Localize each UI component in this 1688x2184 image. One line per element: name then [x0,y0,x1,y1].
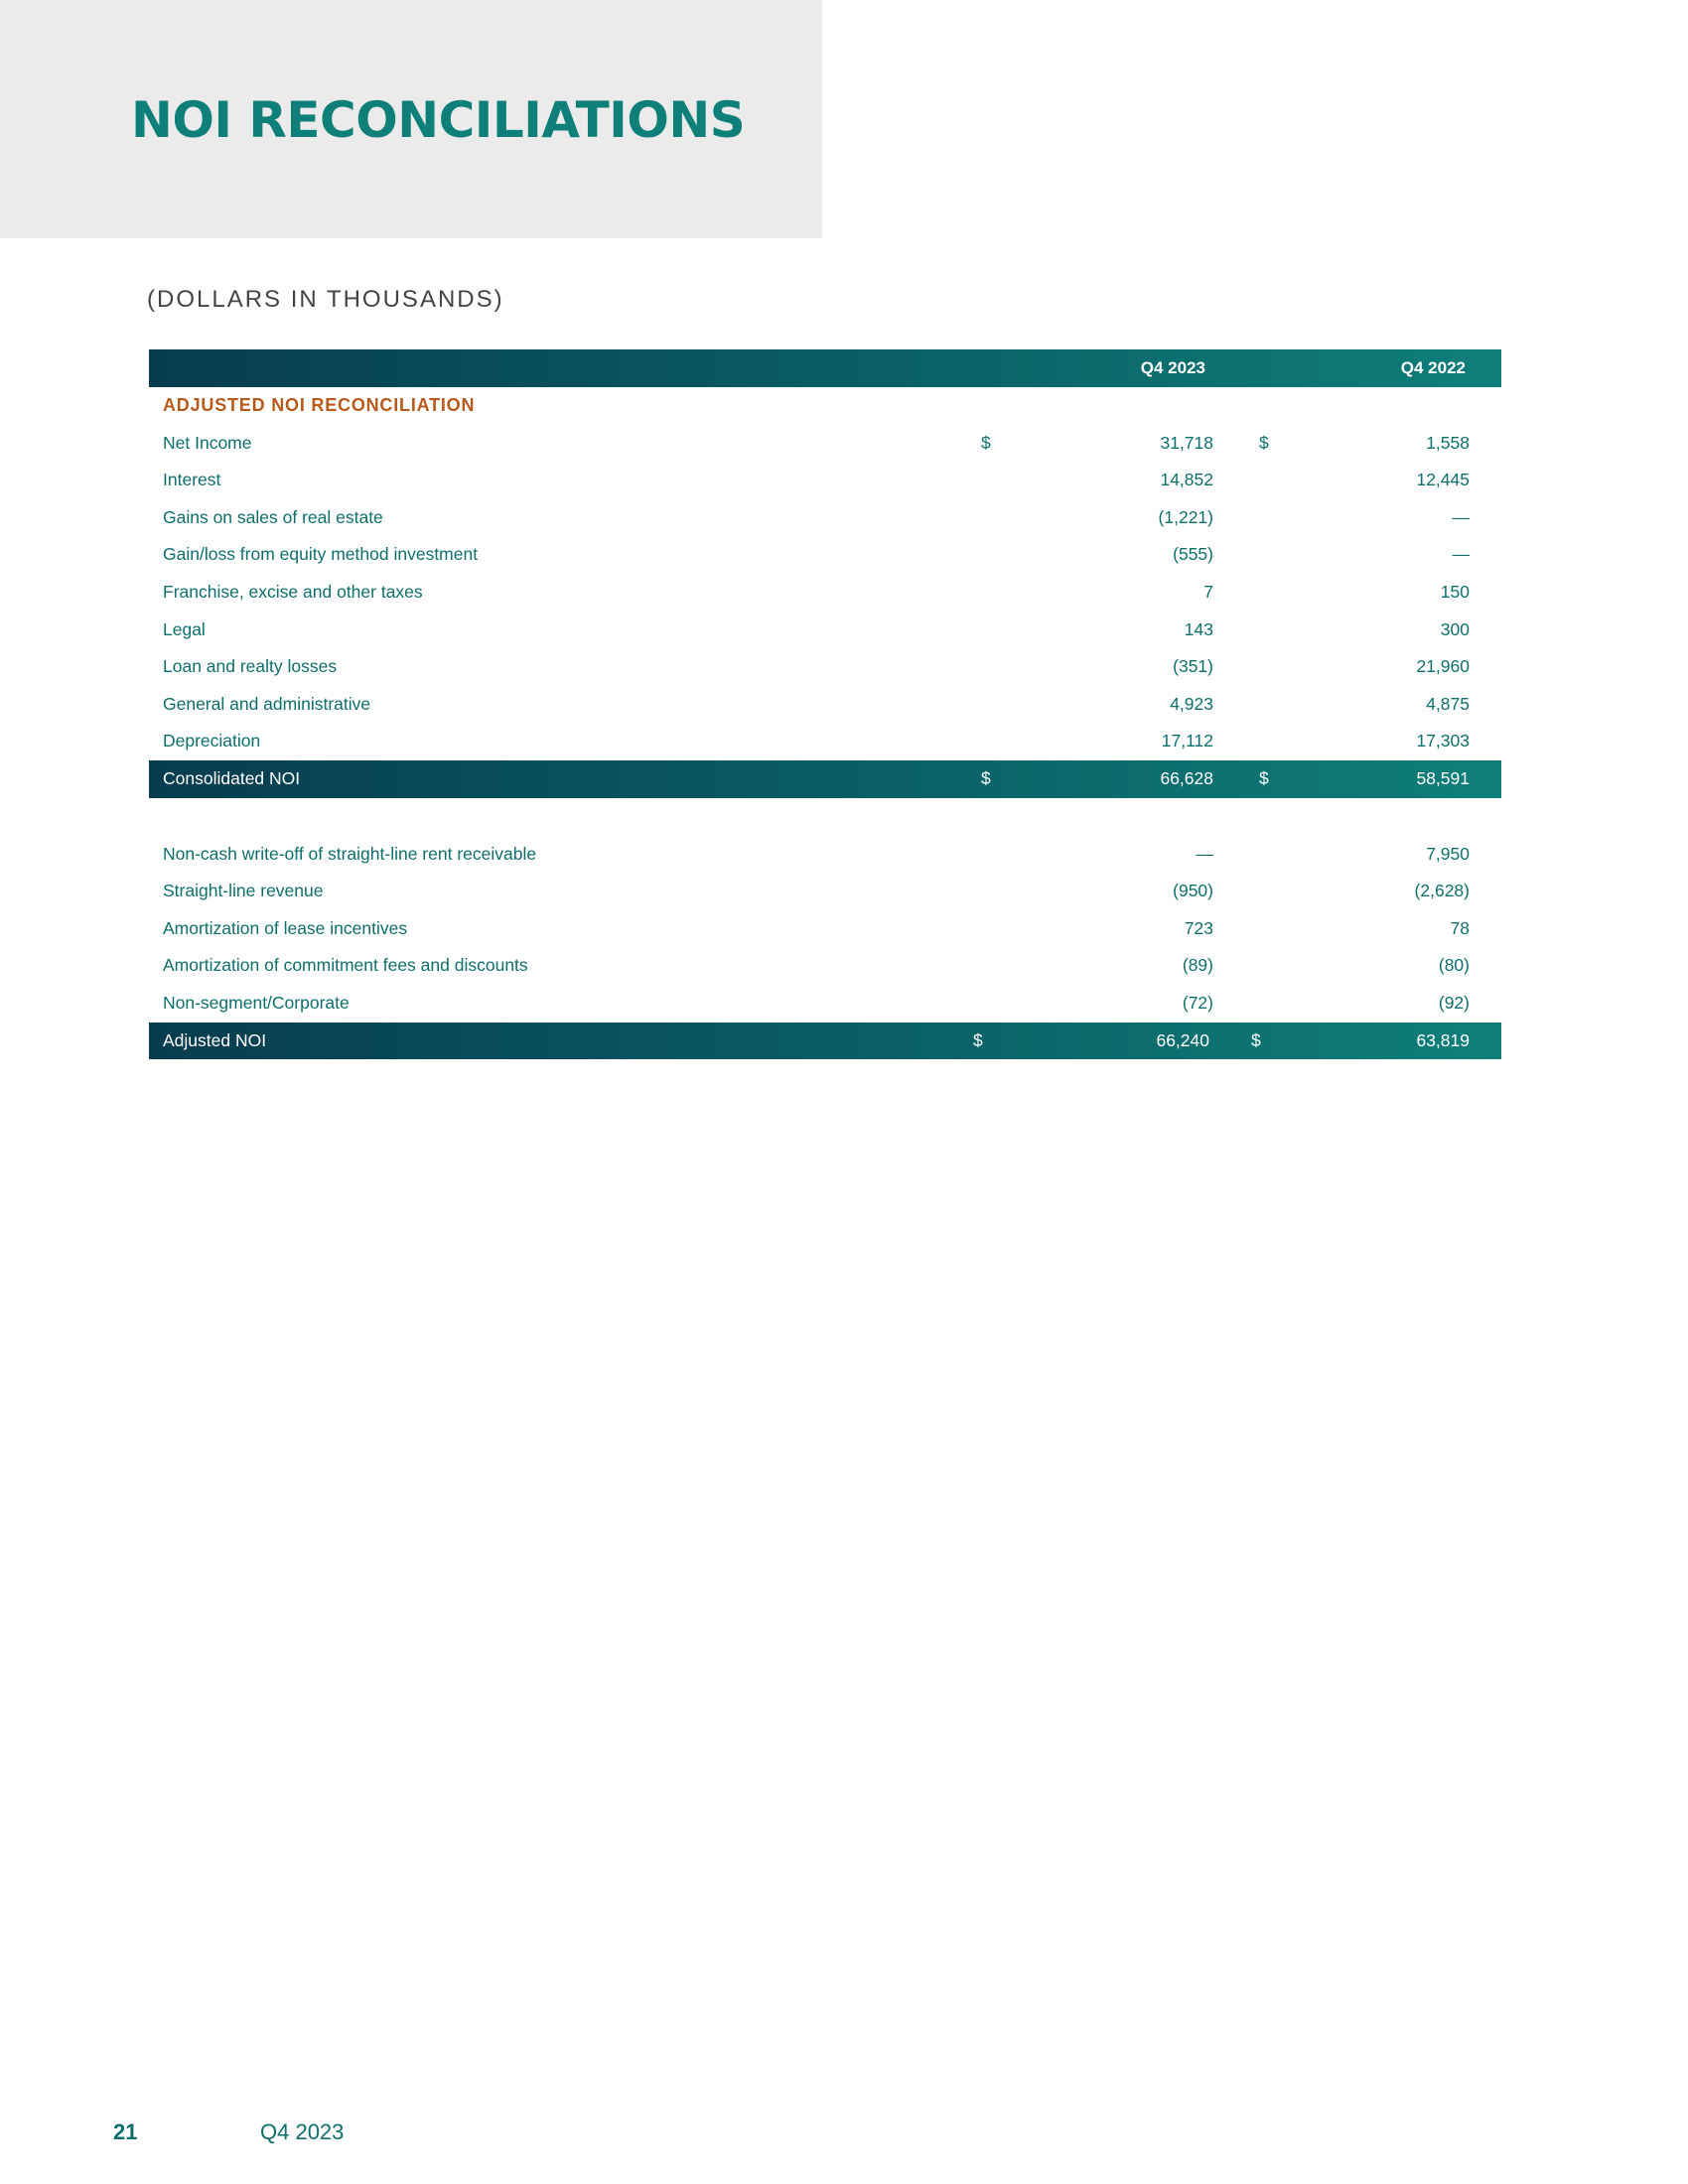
value-q4-2022: 7,950 [1426,843,1470,864]
value-q4-2023: 17,112 [1161,731,1213,751]
value-q4-2022: 150 [1440,581,1470,602]
table-row [149,499,1501,537]
subtotal-row [149,760,1501,798]
currency-symbol: $ [981,432,991,453]
value-q4-2022: 63,819 [1416,1029,1470,1050]
value-q4-2022: — [1452,506,1470,527]
adjustment-rows [149,836,1501,1023]
column-header-q4-2023: Q4 2023 [1140,358,1205,377]
value-q4-2022: (2,628) [1414,881,1470,901]
row-label: Gain/loss from equity method investment [163,544,479,565]
table-row [149,947,1501,985]
value-q4-2023: (89) [1182,955,1213,976]
row-label: Adjusted NOI [163,1029,267,1050]
table-row [149,723,1501,760]
value-q4-2022: (92) [1438,992,1470,1013]
row-label: Consolidated NOI [163,767,301,788]
currency-symbol: $ [973,1029,983,1050]
row-label: General and administrative [163,693,371,714]
table-row [149,985,1501,1023]
value-q4-2023: 7 [1203,581,1213,602]
value-q4-2022: 78 [1450,917,1470,938]
row-label: Loan and realty losses [163,656,338,677]
row-label: Non-cash write-off of straight-line rent receivable [163,843,537,864]
currency-symbol: $ [1259,767,1269,788]
table-header-row [149,349,1501,387]
footer-period: Q4 2023 [260,2119,345,2144]
value-q4-2022: 58,591 [1416,767,1470,788]
value-q4-2022: — [1452,544,1470,565]
row-label: Interest [163,470,221,490]
value-q4-2023: 4,923 [1170,693,1213,714]
row-label: Gains on sales of real estate [163,506,383,527]
table-row [149,873,1501,910]
noi-reconciliation-table [149,349,1501,1059]
table-row [149,910,1501,948]
section-title: ADJUSTED NOI RECONCILIATION [163,395,476,415]
table-row [149,462,1501,499]
table-row [149,836,1501,874]
value-q4-2023: (1,221) [1158,506,1213,527]
value-q4-2022: 300 [1440,618,1470,639]
value-q4-2023: (950) [1173,881,1213,901]
page-title: NOI RECONCILIATIONS [131,91,746,149]
table-row [149,536,1501,574]
row-label: Non-segment/Corporate [163,992,350,1013]
section-title-row [149,387,1501,425]
value-q4-2023: 723 [1184,917,1213,938]
page-number: 21 [113,2119,138,2144]
row-label: Amortization of lease incentives [163,917,408,938]
page-subtitle: (DOLLARS IN THOUSANDS) [147,286,504,313]
value-q4-2022: 12,445 [1416,470,1470,490]
value-q4-2023: 66,628 [1160,767,1213,788]
row-label: Amortization of commitment fees and discounts [163,955,528,976]
value-q4-2023: 31,718 [1160,432,1213,453]
currency-symbol: $ [1259,432,1269,453]
table-row [149,425,1501,463]
row-label: Franchise, excise and other taxes [163,581,423,602]
value-q4-2023: (72) [1182,992,1213,1013]
currency-symbol: $ [981,767,991,788]
row-label: Net Income [163,432,252,453]
value-q4-2022: 21,960 [1416,656,1470,677]
table-row [149,574,1501,612]
row-spacer [149,798,1501,836]
table-row [149,686,1501,724]
value-q4-2022: 17,303 [1416,731,1470,751]
value-q4-2023: — [1196,843,1213,864]
total-row [149,1023,1501,1060]
value-q4-2023: 66,240 [1156,1029,1209,1050]
value-q4-2023: 14,852 [1160,470,1213,490]
row-label: Depreciation [163,731,261,751]
table-row [149,612,1501,649]
value-q4-2023: (555) [1173,544,1213,565]
value-q4-2023: 143 [1184,618,1213,639]
currency-symbol: $ [1251,1029,1261,1050]
value-q4-2022: (80) [1438,955,1470,976]
table-row [149,648,1501,686]
reconciliation-rows [149,425,1501,760]
row-label: Legal [163,618,206,639]
column-header-q4-2022: Q4 2022 [1400,358,1466,377]
value-q4-2022: 1,558 [1426,432,1470,453]
row-label: Straight-line revenue [163,881,324,901]
value-q4-2023: (351) [1173,656,1213,677]
value-q4-2022: 4,875 [1426,693,1470,714]
